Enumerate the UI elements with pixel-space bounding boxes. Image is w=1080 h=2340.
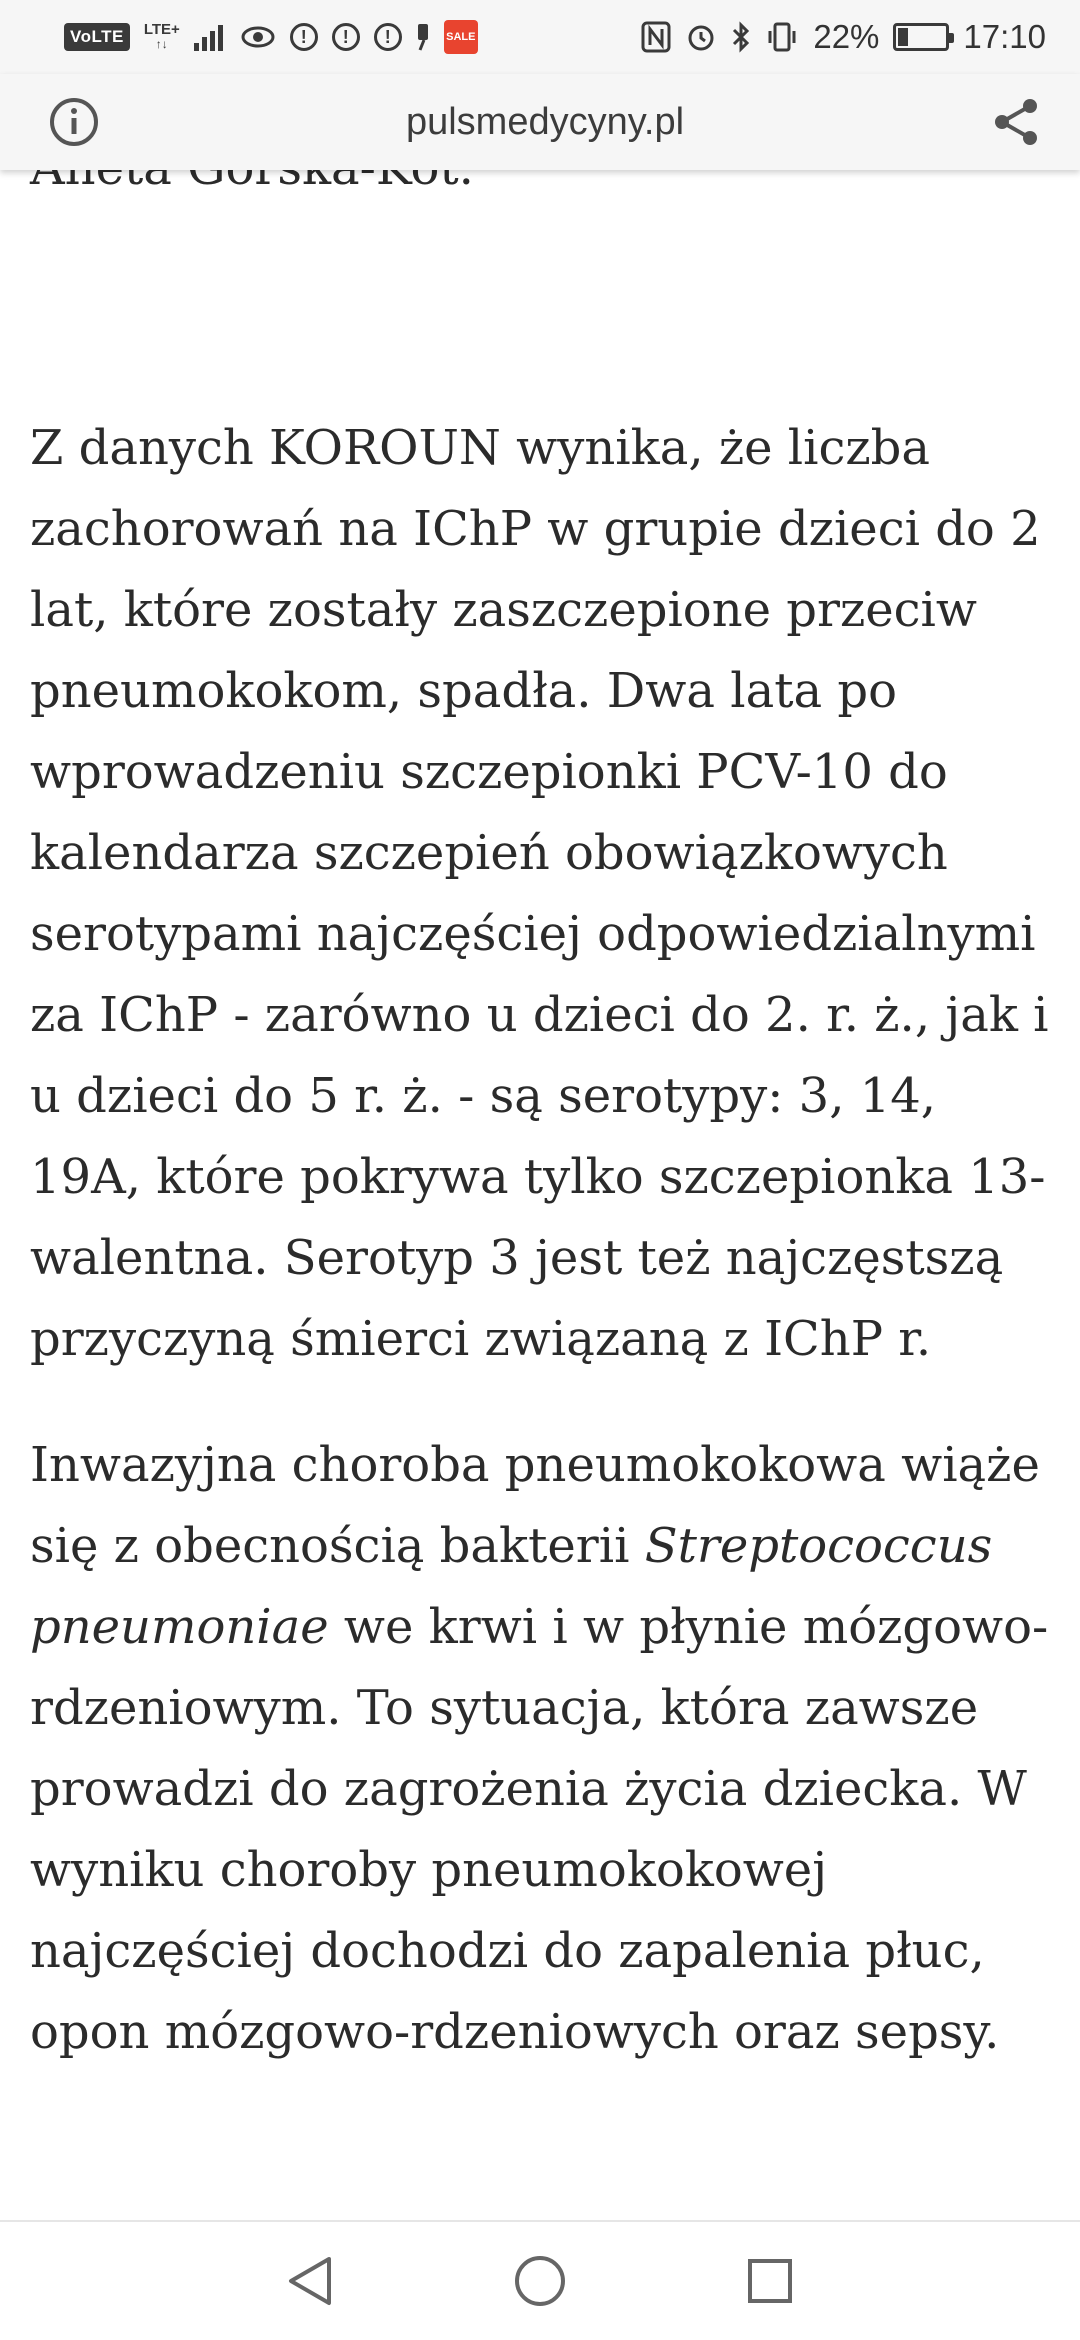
back-icon[interactable]: [275, 2246, 345, 2316]
battery-percent: 22%: [813, 18, 880, 55]
article-paragraph: Z danych KOROUN wynika, że liczba zachorowań na IChP w grupie dzieci do 2 lat, które zostały zaszczepione przeciw pneumokokom, spadła. Dwa lata po wprowadzeniu szczepionki PCV-10 do kalendarza szczepień obowiązkowych serotypami najczęściej odpowiedzialnymi za IChP - zarówno u dzieci do 2. r. ż., jak i u dzieci do 5 r. ż. - są serotypy: 3, 14, 19A, które pokrywa tylko szczepionka 13-walentna. Serotyp 3 jest też najczęstszą przyczyną śmierci związaną z IChP r.: [30, 420, 1049, 1367]
home-icon[interactable]: [505, 2246, 575, 2316]
alert-icon: !: [332, 23, 360, 51]
url-display[interactable]: pulsmedycyny.pl: [405, 100, 685, 143]
battery-icon: [893, 23, 949, 51]
lte-label: LTE+ ↑↓: [143, 21, 180, 51]
address-bar: [0, 74, 1080, 170]
bluetooth-icon: [731, 21, 751, 53]
volte-icon: VoLTE: [64, 23, 130, 51]
share-icon[interactable]: [986, 92, 1046, 152]
signal-icon: [194, 23, 226, 51]
article-content: [0, 170, 1080, 2220]
eye-icon: [240, 24, 276, 50]
status-right: [641, 18, 1046, 56]
clock: 17:10: [963, 18, 1046, 55]
article-paragraph: Inwazyjna choroba pneumokokowa wiąże się z obecnością bakterii Streptococcus pneumoniae we krwi i w płynie mózgowo-rdzeniowym. To sytuacja, która zawsze prowadzi do zagrożenia życia dziecka. W wyniku choroby pneumokokowej najczęściej dochodzi do zapalenia płuc, opon mózgowo-rdzeniowych oraz sepsy.: [30, 1437, 1049, 2060]
sale-app-icon: SALE: [444, 20, 478, 54]
species-name: Streptococcus pneumoniae: [30, 1518, 993, 1655]
status-bar: [0, 0, 1080, 74]
vibrate-icon: [765, 22, 799, 52]
notification-icon: [416, 22, 430, 52]
status-left: [64, 20, 478, 54]
recents-icon[interactable]: [735, 2246, 805, 2316]
alert-icon: !: [290, 23, 318, 51]
alarm-icon: [685, 21, 717, 53]
alert-icon: !: [374, 23, 402, 51]
nfc-icon: [641, 21, 671, 53]
info-icon[interactable]: [44, 92, 104, 152]
battery-level: [898, 28, 908, 46]
navigation-bar: [0, 2220, 1080, 2340]
